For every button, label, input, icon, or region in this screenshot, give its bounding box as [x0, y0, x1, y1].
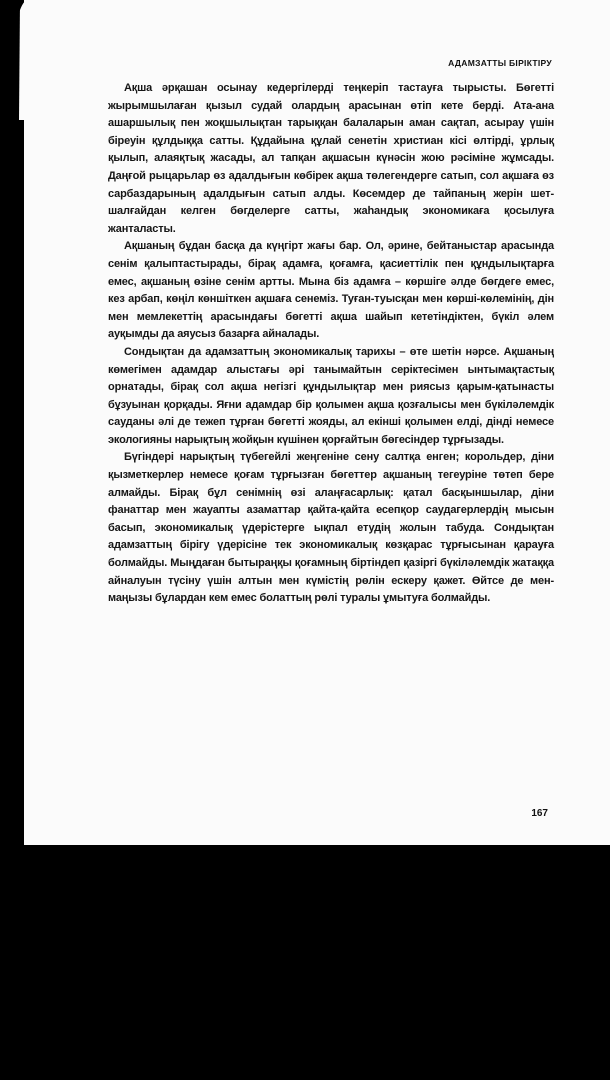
- page-number: 167: [531, 808, 548, 819]
- paragraph-4: Бүгіндері нарықтың түбегейлі жеңгеніне сену салтқа енген; корольдер, діни қызметкерлер немесе қоғам тұрғызған бөгеттер ақшаның тегеуріне төтеп бере алмайды. Бірақ бұл сенімнің өзі алаңғасарлық: қатал басқыншылар, діни фанаттар мен жауапты азаматтар қайта-қайта есепқор саудагерлердің мысын басып, экономикалық үдерістерге ықпал етудің жолын табуда. Сондықтан адамзаттың бірігу үдерісіне тек экономикалық көзқарас тұрғысынан қарауға болмайды. Мыңдаған бытыраңқы қоғамның біртіндеп қазіргі бүкіләлемдік жатаққа айналуын түсіну үшін алтын мен күмістің рөлін ескеру қажет. Өйтсе де мен-маңызы бұлардан кем емес болаттың рөлі туралы ұмытуға болмайды.: [108, 451, 554, 605]
- body-text: [108, 80, 554, 608]
- paragraph-1: Ақша әрқашан осынау кедергілерді теңкеріп тастауға тырысты. Бөгетті жырымшылаған қызыл судай олардың арасынан өтіп кете берді. Ата-ана ашаршылық пен жоқшылықтан тарыққан балаларын аман сақтап, асырау үшін біреуін құлдыққа сатты. Құдайына құлай сенетін христиан кісі өлтірді, ұрлық қылып, алаяқтық жасады, ал тапқан ақшасын күнәсін жою рәсіміне жұмсады. Даңғой рыцарьлар өз адалдығын көбірек ақша төлегендерге сатып, сол ақшаға өз сарбаздарының адалдығын сатып алды. Көсемдер де тайпаның жерін шет-шалғайдан келген бөгделерге сатты, жаһандық экономикаға қосылуға жанталасты.: [108, 82, 554, 235]
- paragraph-2: Ақшаның бұдан басқа да күңгірт жағы бар. Ол, әрине, бейтаныстар арасында сенім қалыптастырады, бірақ адамға, қоғамға, қасиеттілік пен құндылықтарға емес, ақшаның өзіне сенім артты. Мына біз адамға – көршіге әлде бөгдеге емес, кез арбап, көңіл көншіткен ақшаға сенеміз. Туған-туысқан мен көрші-көлемінің, дін мен мемлекеттің арасындағы бөгетті ақша шайып кететіндіктен, бүкіл әлем ауқымды да аяусыз базарға айналады.: [108, 240, 554, 341]
- running-head: АДАМЗАТТЫ БІРІКТІРУ: [448, 58, 552, 68]
- paragraph-3: Сондықтан да адамзаттың экономикалық тарихы – өте шетін нәрсе. Ақшаның көмегімен адамдар алыстағы әрі танымайтын серіктесімен ынтымақтастық орнатады, бірақ сол ақша негізгі құндылықтар мен риясыз қарым-қатынасты бұзуынан қорқады. Яғни адамдар бір қолымен ақша қозғалысы мен бүкіләлемдік сауданы әлі де тежеп тұрған бөгетті жояды, ал екінші қолымен елді, дінді немесе экологияны нарықтың жойқын күшінен қорғайтын бөгесіндер тұрғызады.: [108, 345, 554, 446]
- book-page: [22, 0, 610, 845]
- book-spine-shadow: [0, 0, 24, 1080]
